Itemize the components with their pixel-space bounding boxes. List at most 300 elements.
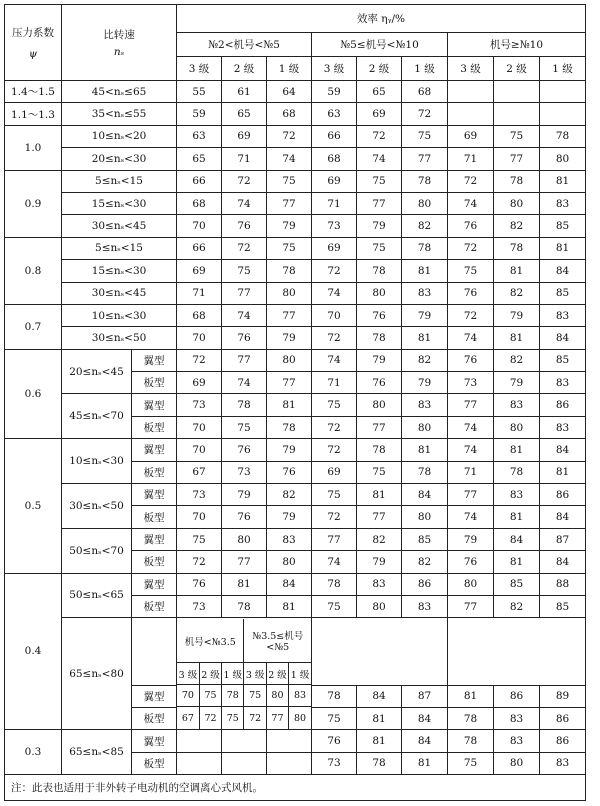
value-cell: 72 — [312, 260, 357, 282]
value-cell: 71 — [448, 461, 494, 483]
value-cell: 78 — [448, 730, 494, 752]
blade-type-cell — [132, 618, 177, 685]
value-cell: 78 — [357, 327, 402, 349]
value-cell: 78 — [357, 260, 402, 282]
value-cell: 83 — [494, 730, 540, 752]
value-cell: 80 — [402, 506, 448, 528]
value-cell: 72 — [177, 349, 222, 371]
ns-cell: 30≤nₛ<50 — [62, 327, 177, 349]
value-cell: 80 — [448, 573, 494, 595]
value-cell: 77 — [357, 416, 402, 438]
value-cell: 77 — [222, 349, 267, 371]
value-cell: 75 — [357, 170, 402, 192]
value-cell: 69 — [312, 237, 357, 259]
grade-header: 1 级 — [267, 57, 312, 81]
value-cell: 74 — [222, 304, 267, 326]
ns-cell: 30≤nₛ<45 — [62, 215, 177, 237]
value-cell: 80 — [494, 416, 540, 438]
value-cell: 80 — [222, 528, 267, 550]
value-cell: 82 — [402, 215, 448, 237]
value-cell: 74 — [312, 551, 357, 573]
value-cell: 80 — [494, 752, 540, 774]
value-cell: 77 — [448, 595, 494, 617]
value-cell: 80 — [267, 282, 312, 304]
value-cell — [177, 752, 222, 774]
value-cell — [540, 81, 586, 103]
value-cell: 76 — [448, 282, 494, 304]
value-cell: 63 — [177, 125, 222, 147]
value-cell: 76 — [222, 506, 267, 528]
value-cell: 78 — [357, 439, 402, 461]
value-cell: 81 — [402, 439, 448, 461]
value-cell: 75 — [357, 461, 402, 483]
value-cell: 68 — [402, 81, 448, 103]
value-cell: 81 — [448, 685, 494, 707]
value-cell: 78 — [448, 707, 494, 729]
value-cell: 82 — [494, 215, 540, 237]
value-cell — [448, 81, 494, 103]
value-cell: 84 — [540, 506, 586, 528]
value-cell: 69 — [312, 170, 357, 192]
value-cell: 77 — [267, 372, 312, 394]
subvalue-cell: 75 — [244, 685, 266, 707]
psi-cell: 0.5 — [5, 439, 62, 573]
value-cell: 77 — [222, 551, 267, 573]
blade-type-cell: 板型 — [132, 551, 177, 573]
value-cell: 80 — [357, 595, 402, 617]
value-cell: 72 — [177, 551, 222, 573]
group-header: №2<机号<№5 — [177, 33, 312, 57]
value-cell: 77 — [222, 282, 267, 304]
value-cell: 78 — [267, 416, 312, 438]
ns-cell: 5≤nₛ<15 — [62, 237, 177, 259]
value-cell: 66 — [177, 237, 222, 259]
psi-cell: 1.1～1.3 — [5, 103, 62, 125]
value-cell: 84 — [402, 730, 448, 752]
blade-type-cell: 翼型 — [132, 439, 177, 461]
value-cell: 72 — [222, 170, 267, 192]
value-cell: 75 — [312, 595, 357, 617]
value-cell: 73 — [448, 372, 494, 394]
value-cell: 78 — [494, 237, 540, 259]
value-cell: 75 — [267, 237, 312, 259]
value-cell: 75 — [312, 394, 357, 416]
value-cell: 85 — [540, 215, 586, 237]
value-cell: 65 — [177, 148, 222, 170]
value-cell: 83 — [540, 372, 586, 394]
value-cell: 85 — [402, 528, 448, 550]
blade-type-cell: 翼型 — [132, 349, 177, 371]
value-cell: 83 — [540, 752, 586, 774]
blade-type-cell: 翼型 — [132, 484, 177, 506]
subgroup-b-line1: №3.5≤机号 — [252, 631, 304, 643]
value-cell: 78 — [357, 752, 402, 774]
value-cell: 72 — [267, 125, 312, 147]
value-cell: 69 — [312, 461, 357, 483]
value-cell: 84 — [402, 484, 448, 506]
value-cell: 77 — [494, 148, 540, 170]
value-cell: 72 — [448, 170, 494, 192]
value-cell: 69 — [222, 125, 267, 147]
value-cell: 81 — [402, 327, 448, 349]
value-cell — [267, 730, 312, 752]
value-cell: 69 — [448, 125, 494, 147]
ns-cell: 5≤nₛ<15 — [62, 170, 177, 192]
ns-cell: 20≤nₛ<45 — [62, 349, 132, 394]
value-cell: 82 — [267, 484, 312, 506]
value-cell: 78 — [402, 461, 448, 483]
value-cell: 86 — [402, 573, 448, 595]
value-cell: 79 — [494, 304, 540, 326]
value-cell: 76 — [177, 573, 222, 595]
value-cell: 81 — [267, 394, 312, 416]
psi-symbol: ψ — [28, 48, 38, 60]
value-cell: 82 — [402, 349, 448, 371]
value-cell: 71 — [448, 148, 494, 170]
value-cell: 68 — [312, 148, 357, 170]
value-cell: 80 — [357, 394, 402, 416]
value-cell: 72 — [312, 416, 357, 438]
value-cell: 72 — [312, 506, 357, 528]
value-cell: 81 — [267, 595, 312, 617]
ns-cell: 50≤nₛ<65 — [62, 573, 132, 618]
value-cell: 75 — [312, 484, 357, 506]
value-cell — [494, 103, 540, 125]
psi-cell: 1.4～1.5 — [5, 81, 62, 103]
value-cell: 77 — [402, 148, 448, 170]
value-cell: 81 — [540, 237, 586, 259]
value-cell: 81 — [494, 327, 540, 349]
value-cell: 82 — [494, 595, 540, 617]
value-cell: 72 — [222, 237, 267, 259]
value-cell: 71 — [312, 372, 357, 394]
grade-header: 3 级 — [312, 57, 357, 81]
psi-cell: 0.3 — [5, 730, 62, 775]
blade-type-cell: 板型 — [132, 372, 177, 394]
value-cell: 77 — [267, 304, 312, 326]
subvalue-cell: 72 — [199, 707, 221, 729]
subgrade-header: 1 级 — [289, 663, 311, 685]
value-cell: 65 — [357, 81, 402, 103]
subgrade-header: 3 级 — [244, 663, 266, 685]
value-cell: 77 — [448, 394, 494, 416]
value-cell: 77 — [267, 192, 312, 214]
subvalue-cell: 77 — [266, 707, 288, 729]
value-cell: 78 — [540, 125, 586, 147]
grade-header: 2 级 — [357, 57, 402, 81]
value-cell: 81 — [222, 573, 267, 595]
value-cell: 68 — [267, 103, 312, 125]
value-cell: 83 — [494, 707, 540, 729]
value-cell: 70 — [312, 304, 357, 326]
value-cell: 69 — [177, 260, 222, 282]
blade-type-cell: 板型 — [132, 461, 177, 483]
value-cell: 66 — [312, 125, 357, 147]
value-cell — [222, 730, 267, 752]
subvalue-cell: 80 — [289, 707, 311, 729]
value-cell: 85 — [540, 349, 586, 371]
subvalue-cell: 72 — [244, 707, 266, 729]
value-cell: 55 — [177, 81, 222, 103]
value-cell: 84 — [267, 573, 312, 595]
value-cell: 82 — [402, 551, 448, 573]
value-cell: 76 — [222, 439, 267, 461]
value-cell: 76 — [357, 372, 402, 394]
value-cell: 84 — [540, 439, 586, 461]
psi-cell: 0.7 — [5, 304, 62, 349]
value-cell: 83 — [402, 394, 448, 416]
subgroup-b-header — [244, 619, 311, 663]
value-cell: 86 — [540, 394, 586, 416]
value-cell: 79 — [267, 506, 312, 528]
blank-cell — [448, 618, 586, 685]
subvalue-cell: 75 — [199, 685, 221, 707]
value-cell: 73 — [312, 215, 357, 237]
value-cell: 79 — [402, 372, 448, 394]
value-cell: 78 — [267, 260, 312, 282]
ns-cell: 15≤nₛ<30 — [62, 192, 177, 214]
value-cell: 74 — [312, 282, 357, 304]
value-cell: 79 — [357, 551, 402, 573]
value-cell: 70 — [177, 327, 222, 349]
value-cell: 77 — [312, 528, 357, 550]
value-cell: 77 — [357, 192, 402, 214]
value-cell: 85 — [540, 595, 586, 617]
subgroup-b-line2: <№5 — [266, 642, 290, 654]
value-cell: 81 — [357, 484, 402, 506]
value-cell: 80 — [267, 551, 312, 573]
value-cell: 81 — [540, 170, 586, 192]
value-cell: 63 — [312, 103, 357, 125]
value-cell: 76 — [448, 215, 494, 237]
value-cell: 76 — [357, 304, 402, 326]
group-header: №5≤机号<№10 — [312, 33, 448, 57]
value-cell: 89 — [540, 685, 586, 707]
small-fan-subtable — [177, 618, 312, 730]
ns-header — [62, 5, 177, 81]
blade-type-cell: 板型 — [132, 707, 177, 729]
value-cell: 87 — [402, 685, 448, 707]
value-cell: 72 — [448, 304, 494, 326]
ns-cell: 10≤nₛ<20 — [62, 125, 177, 147]
value-cell: 81 — [494, 506, 540, 528]
value-cell: 81 — [357, 730, 402, 752]
value-cell: 84 — [540, 327, 586, 349]
value-cell: 80 — [540, 148, 586, 170]
blade-type-cell: 板型 — [132, 752, 177, 774]
subvalue-cell: 70 — [177, 685, 199, 707]
value-cell: 76 — [267, 461, 312, 483]
blade-type-cell: 翼型 — [132, 573, 177, 595]
ns-cell: 10≤nₛ<30 — [62, 439, 132, 484]
value-cell: 82 — [494, 349, 540, 371]
value-cell: 71 — [222, 148, 267, 170]
value-cell — [222, 752, 267, 774]
value-cell: 83 — [540, 304, 586, 326]
value-cell: 76 — [222, 327, 267, 349]
value-cell: 69 — [177, 372, 222, 394]
blade-type-cell: 板型 — [132, 595, 177, 617]
grade-header: 2 级 — [494, 57, 540, 81]
value-cell: 75 — [357, 237, 402, 259]
psi-cell: 0.9 — [5, 170, 62, 237]
value-cell: 73 — [177, 484, 222, 506]
value-cell: 86 — [540, 484, 586, 506]
value-cell: 74 — [448, 416, 494, 438]
psi-cell: 0.6 — [5, 349, 62, 439]
value-cell: 79 — [267, 439, 312, 461]
table-note: 注：此表也适用于非外转子电动机的空调离心式风机。 — [5, 775, 586, 801]
value-cell: 71 — [177, 282, 222, 304]
value-cell: 74 — [448, 506, 494, 528]
ns-cell: 35<nₛ≤55 — [62, 103, 177, 125]
subvalue-cell: 78 — [222, 685, 244, 707]
subtable-small-machines — [177, 619, 311, 729]
value-cell: 81 — [494, 260, 540, 282]
value-cell: 84 — [402, 707, 448, 729]
value-cell: 81 — [402, 752, 448, 774]
grade-header: 3 级 — [177, 57, 222, 81]
value-cell: 75 — [448, 752, 494, 774]
blade-type-cell: 翼型 — [132, 730, 177, 752]
psi-title: 压力系数 — [12, 27, 54, 39]
value-cell: 66 — [177, 170, 222, 192]
value-cell: 87 — [540, 528, 586, 550]
value-cell: 74 — [312, 349, 357, 371]
value-cell: 65 — [222, 103, 267, 125]
value-cell: 73 — [177, 595, 222, 617]
value-cell — [177, 730, 222, 752]
grade-header: 1 级 — [540, 57, 586, 81]
value-cell: 80 — [357, 282, 402, 304]
blank-cell — [312, 618, 448, 685]
value-cell: 68 — [177, 192, 222, 214]
value-cell: 70 — [177, 416, 222, 438]
value-cell: 86 — [540, 730, 586, 752]
value-cell: 79 — [222, 484, 267, 506]
value-cell: 84 — [357, 685, 402, 707]
value-cell: 80 — [494, 192, 540, 214]
blade-type-cell: 板型 — [132, 506, 177, 528]
value-cell — [494, 81, 540, 103]
value-cell: 78 — [222, 595, 267, 617]
ns-cell: 65≤nₛ<80 — [62, 618, 132, 730]
value-cell: 75 — [267, 170, 312, 192]
value-cell: 83 — [494, 484, 540, 506]
subvalue-cell: 67 — [177, 707, 199, 729]
value-cell: 83 — [402, 282, 448, 304]
value-cell: 79 — [357, 215, 402, 237]
ns-title: 比转速 — [103, 29, 135, 41]
blade-type-cell: 翼型 — [132, 528, 177, 550]
value-cell: 82 — [494, 282, 540, 304]
blade-type-cell: 翼型 — [132, 394, 177, 416]
value-cell: 80 — [402, 192, 448, 214]
value-cell: 72 — [448, 237, 494, 259]
value-cell: 73 — [312, 752, 357, 774]
value-cell: 84 — [494, 528, 540, 550]
value-cell: 59 — [177, 103, 222, 125]
ns-cell: 15≤nₛ<30 — [62, 260, 177, 282]
value-cell: 76 — [312, 730, 357, 752]
value-cell: 83 — [494, 394, 540, 416]
psi-cell: 0.4 — [5, 573, 62, 730]
value-cell — [448, 103, 494, 125]
value-cell: 77 — [448, 484, 494, 506]
value-cell: 81 — [540, 461, 586, 483]
value-cell: 78 — [402, 170, 448, 192]
value-cell: 76 — [448, 551, 494, 573]
value-cell: 75 — [312, 707, 357, 729]
value-cell: 74 — [448, 439, 494, 461]
blade-type-cell: 翼型 — [132, 685, 177, 707]
value-cell: 83 — [402, 595, 448, 617]
subgrade-header: 2 级 — [266, 663, 288, 685]
value-cell: 75 — [177, 528, 222, 550]
value-cell: 79 — [402, 304, 448, 326]
value-cell: 82 — [357, 528, 402, 550]
value-cell: 79 — [267, 215, 312, 237]
value-cell: 76 — [222, 215, 267, 237]
value-cell: 88 — [540, 573, 586, 595]
value-cell — [267, 752, 312, 774]
blade-type-cell: 板型 — [132, 416, 177, 438]
value-cell: 79 — [267, 327, 312, 349]
value-cell: 81 — [402, 260, 448, 282]
ns-cell: 20≤nₛ<30 — [62, 148, 177, 170]
value-cell: 83 — [540, 192, 586, 214]
value-cell: 78 — [494, 170, 540, 192]
value-cell: 81 — [357, 707, 402, 729]
value-cell: 79 — [357, 349, 402, 371]
ns-symbol: nₛ — [113, 46, 125, 58]
ns-cell: 50≤nₛ<70 — [62, 528, 132, 573]
value-cell: 75 — [222, 416, 267, 438]
value-cell: 83 — [540, 416, 586, 438]
value-cell: 74 — [267, 148, 312, 170]
value-cell: 83 — [357, 573, 402, 595]
value-cell: 75 — [448, 260, 494, 282]
value-cell: 74 — [357, 148, 402, 170]
value-cell: 78 — [494, 461, 540, 483]
value-cell: 74 — [222, 192, 267, 214]
ns-cell: 65≤nₛ<85 — [62, 730, 132, 775]
value-cell: 78 — [312, 685, 357, 707]
value-cell: 73 — [177, 394, 222, 416]
psi-header — [5, 5, 62, 81]
value-cell: 78 — [222, 394, 267, 416]
value-cell: 70 — [177, 439, 222, 461]
value-cell: 74 — [448, 327, 494, 349]
value-cell: 84 — [540, 260, 586, 282]
efficiency-header: 效率 ηᵧ/% — [177, 5, 586, 33]
grade-header: 1 级 — [402, 57, 448, 81]
value-cell: 85 — [540, 282, 586, 304]
value-cell: 72 — [312, 327, 357, 349]
value-cell: 68 — [177, 304, 222, 326]
value-cell: 80 — [402, 416, 448, 438]
value-cell: 77 — [357, 506, 402, 528]
value-cell: 81 — [494, 551, 540, 573]
value-cell — [540, 103, 586, 125]
value-cell: 72 — [357, 125, 402, 147]
subvalue-cell: 83 — [289, 685, 311, 707]
value-cell: 71 — [312, 192, 357, 214]
value-cell: 83 — [267, 528, 312, 550]
value-cell: 72 — [402, 103, 448, 125]
value-cell: 78 — [402, 237, 448, 259]
value-cell: 75 — [494, 125, 540, 147]
